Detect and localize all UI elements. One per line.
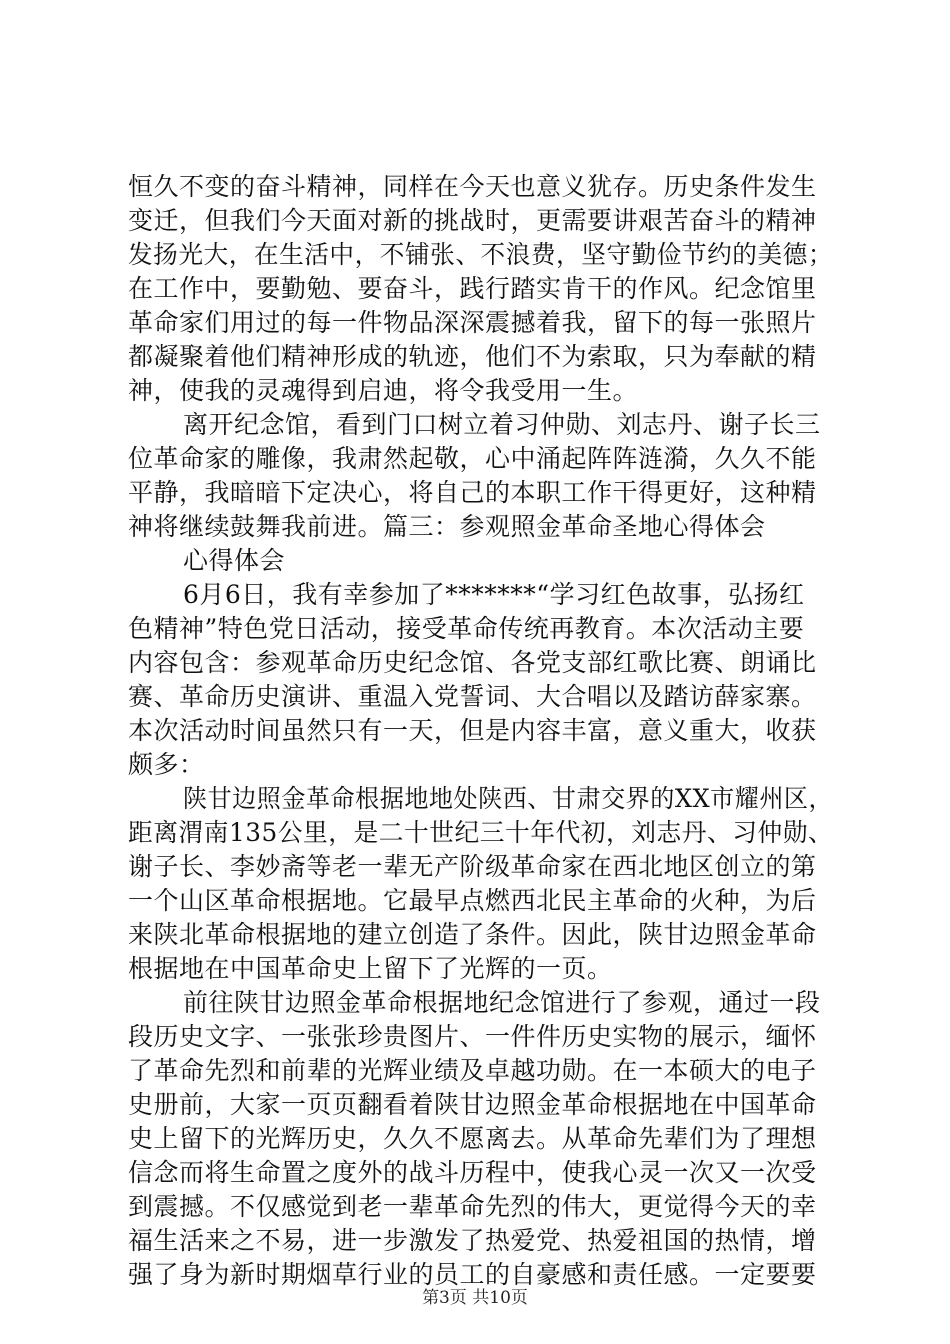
text-line: 前往陕甘边照金革命根据地纪念馆进行了参观，通过一段 (183, 988, 821, 1017)
text-line: 都凝聚着他们精神形成的轨迹，他们不为索取，只为奉献的精 (128, 342, 817, 371)
text-line: 在工作中，要勤勉、要奋斗，践行踏实肯干的作风。纪念馆里 (128, 274, 817, 303)
text-line: 根据地在中国革命史上留下了光辉的一页。 (128, 954, 613, 983)
section-heading: 心得体会 (183, 546, 286, 575)
text-line: 6月6日，我有幸参加了*******“学习红色故事，弘扬红 (183, 580, 805, 609)
text-line: 信念而将生命置之度外的战斗历程中，使我心灵一次又一次受 (128, 1158, 817, 1187)
text-line: 内容包含：参观革命历史纪念馆、各党支部红歌比赛、朗诵比 (128, 648, 817, 677)
text-line: 神将继续鼓舞我前进。篇三：参观照金革命圣地心得体会 (128, 512, 766, 541)
text-line: 发扬光大，在生活中，不铺张、不浪费，坚守勤俭节约的美德； (128, 240, 834, 269)
text-line: 色精神”特色党日活动，接受革命传统再教育。本次活动主要 (128, 614, 805, 643)
text-line: 谢子长、李妙斋等老一辈无产阶级革命家在西北地区创立的第 (128, 852, 817, 881)
page-number-footer: 第3页 共10页 (422, 1288, 528, 1308)
text-line: 离开纪念馆，看到门口树立着习仲勋、刘志丹、谢子长三 (183, 410, 821, 439)
text-line: 颇多： (128, 750, 205, 779)
text-line: 史上留下的光辉历史，久久不愿离去。从革命先辈们为了理想 (128, 1124, 817, 1153)
text-line: 来陕北革命根据地的建立创造了条件。因此，陕甘边照金革命 (128, 920, 817, 949)
text-line: 福生活来之不易，进一步激发了热爱党、热爱祖国的热情，增 (128, 1226, 817, 1255)
text-line: 革命家们用过的每一件物品深深震撼着我，留下的每一张照片 (128, 308, 817, 337)
text-line: 史册前，大家一页页翻看着陕甘边照金革命根据地在中国革命 (128, 1090, 817, 1119)
text-line: 一个山区革命根据地。它最早点燃西北民主革命的火种，为后 (128, 886, 817, 915)
text-line: 段历史文字、一张张珍贵图片、一件件历史实物的展示，缅怀 (128, 1022, 817, 1051)
text-line: 本次活动时间虽然只有一天，但是内容丰富，意义重大，收获 (128, 716, 817, 745)
text-line: 平静，我暗暗下定决心，将自己的本职工作干得更好，这种精 (128, 478, 817, 507)
text-line: 恒久不变的奋斗精神，同样在今天也意义犹存。历史条件发生 (128, 172, 817, 201)
text-line: 神，使我的灵魂得到启迪，将令我受用一生。 (128, 376, 639, 405)
text-line: 位革命家的雕像，我肃然起敬，心中涌起阵阵涟漪，久久不能 (128, 444, 817, 473)
text-line: 距离渭南135公里，是二十世纪三十年代初，刘志丹、习仲勋、 (128, 818, 834, 847)
text-line: 到震撼。不仅感觉到老一辈革命先烈的伟大，更觉得今天的幸 (128, 1192, 817, 1221)
text-line: 赛、革命历史演讲、重温入党誓词、大合唱以及踏访薛家寨。 (128, 682, 817, 711)
text-line: 强了身为新时期烟草行业的员工的自豪感和责任感。一定要要 (128, 1260, 817, 1289)
text-line: 陕甘边照金革命根据地地处陕西、甘肃交界的XX市耀州区， (183, 784, 834, 813)
text-line: 变迁，但我们今天面对新的挑战时，更需要讲艰苦奋斗的精神 (128, 206, 817, 235)
text-line: 了革命先烈和前辈的光辉业绩及卓越功勋。在一本硕大的电子 (128, 1056, 817, 1085)
